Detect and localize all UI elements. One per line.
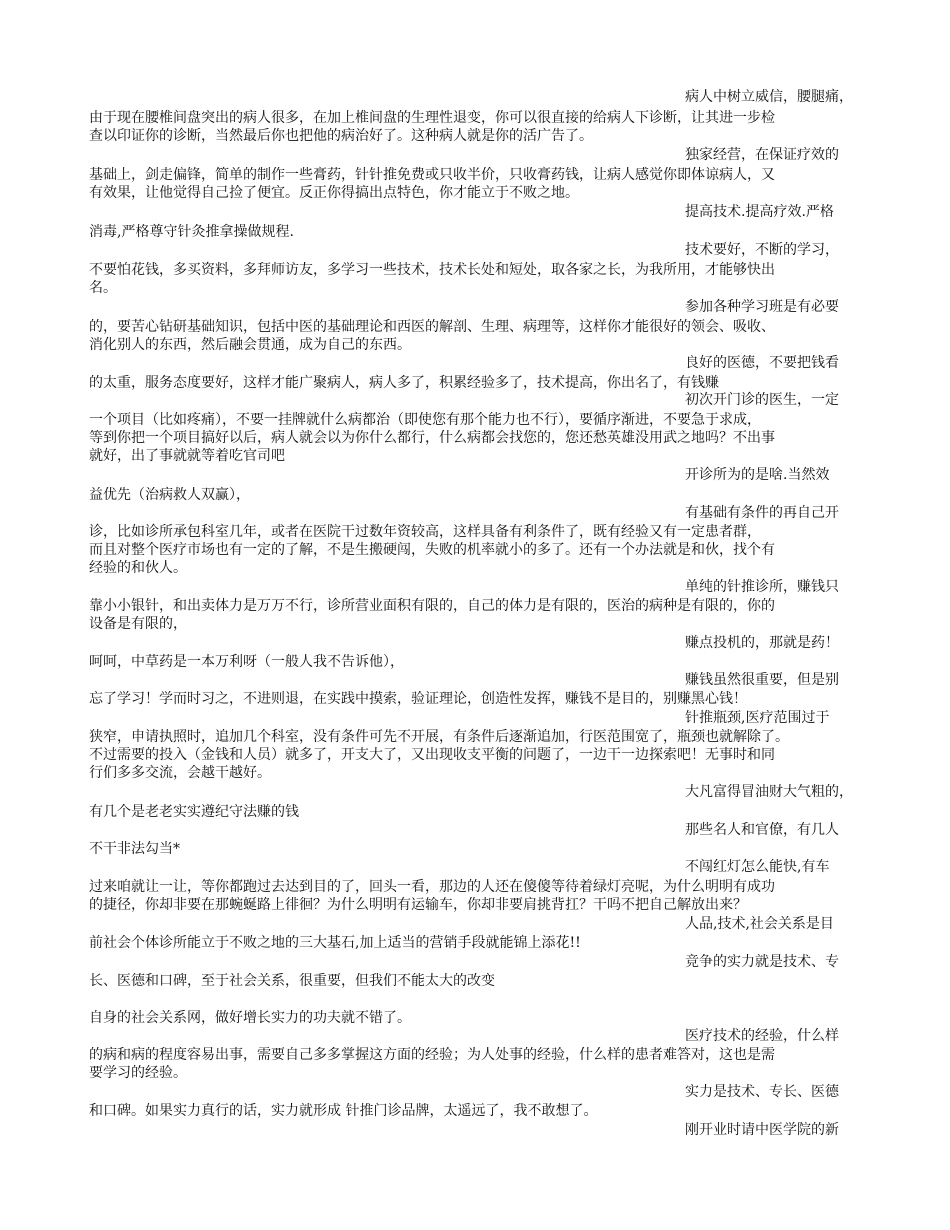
text-line: 益优先（治病救人双赢）， xyxy=(89,487,250,503)
paragraph-lead-line: 单纯的针推诊所，赚钱只 xyxy=(685,579,839,595)
paragraph-lead-line: 刚开业时请中医学院的新 xyxy=(685,1122,839,1138)
text-line: 名。 xyxy=(89,280,117,296)
text-line: 不干非法勾当* xyxy=(89,841,180,857)
paragraph-lead-line: 有基础有条件的再自己开 xyxy=(685,505,839,521)
text-line: 靠小小银针，和出卖体力是万万不行，诊所营业面积有限的，自己的体力是有限的，医治的病种是有限的，你的 xyxy=(89,598,775,614)
text-line: 消化别人的东西，然后融会贯通，成为自己的东西。 xyxy=(89,337,411,353)
text-line: 行们多多交流，会越干越好。 xyxy=(89,765,271,781)
text-line: 长、医德和口碑，至于社会关系，很重要，但我们不能太大的改变 xyxy=(89,973,495,989)
text-line: 诊，比如诊所承包科室几年，或者在医院干过数年资较高，这样具备有利条件了，既有经验又有一定患者群， xyxy=(89,524,761,540)
text-line: 前社会个体诊所能立于不败之地的三大基石,加上适当的营销手段就能锦上添花!! xyxy=(89,935,581,951)
text-line: 设备是有限的， xyxy=(89,616,187,632)
paragraph-lead-line: 技术要好，不断的学习， xyxy=(685,242,839,258)
text-line: 的病和病的程度容易出事，需要自己多多掌握这方面的经验；为人处事的经验，什么样的患者难答对，这也是需 xyxy=(89,1047,775,1063)
text-line: 不过需要的投入（金钱和人员）就多了，开支大了，又出现收支平衡的问题了，一边干一边探索吧！无事时和同 xyxy=(89,747,775,763)
text-line: 而且对整个医疗市场也有一定的了解，不是生搬硬闯，失败的机率就小的多了。还有一个办法就是和伙，找个有 xyxy=(89,542,775,558)
paragraph-lead-line: 良好的医德，不要把钱看 xyxy=(685,355,839,371)
text-line: 由于现在腰椎间盘突出的病人很多，在加上椎间盘的生理性退变，你可以很直接的给病人下诊断，让其进一步检 xyxy=(89,110,775,126)
paragraph-lead-line: 初次开门诊的医生，一定 xyxy=(685,392,839,408)
paragraph-lead-line: 提高技术.提高疗效.严格 xyxy=(685,204,834,220)
text-line: 就好，出了事就就等着吃官司吧 xyxy=(89,448,285,464)
paragraph-lead-line: 竞争的实力就是技术、专 xyxy=(685,954,839,970)
paragraph-lead-line: 独家经营，在保证疗效的 xyxy=(685,147,839,163)
paragraph-lead-line: 人品,技术,社会关系是目 xyxy=(685,916,834,932)
text-line: 狭窄，申请执照时，追加几个科室，没有条件可先不开展，有条件后逐渐追加，行医范围宽了，瓶颈也就解除了。 xyxy=(89,729,789,745)
paragraph-lead-line: 医疗技术的经验，什么样 xyxy=(685,1028,839,1044)
text-line: 有效果，让他觉得自己捡了便宜。反正你得搞出点特色，你才能立于不败之地。 xyxy=(89,185,579,201)
text-line: 消毒,严格尊守针灸推拿操做规程. xyxy=(89,224,294,240)
text-line: 有几个是老老实实遵纪守法赚的钱 xyxy=(89,804,299,820)
paragraph-lead-line: 那些名人和官僚，有几人 xyxy=(685,822,839,838)
text-line: 要学习的经验。 xyxy=(89,1065,187,1081)
text-line: 基础上，剑走偏锋，简单的制作一些膏药，针针推免费或只收半价，只收膏药钱，让病人感觉你即体谅病人，又 xyxy=(89,167,775,183)
text-line: 自身的社会关系网，做好增长实力的功夫就不错了。 xyxy=(89,1010,411,1026)
text-line: 过来咱就让一让，等你都跑过去达到目的了，回头一看，那边的人还在傻傻等待着绿灯亮呢，为什么明明有成功 xyxy=(89,879,775,895)
paragraph-lead-line: 大凡富得冒油财大气粗的， xyxy=(685,784,853,800)
text-line: 等到你把一个项目搞好以后，病人就会以为你什么都行，什么病都会找您的，您还愁英雄没用武之地吗？不出事 xyxy=(89,430,775,446)
text-line: 呵呵，中草药是一本万利呀（一般人我不告诉他）， xyxy=(89,654,404,670)
paragraph-lead-line: 针推瓶颈,医疗范围过于 xyxy=(685,710,830,726)
paragraph-lead-line: 病人中树立威信，腰腿痛， xyxy=(685,89,853,105)
text-line: 的太重，服务态度要好，这样才能广聚病人，病人多了，积累经验多了，技术提高，你出名了，有钱赚 xyxy=(89,375,719,391)
paragraph-lead-line: 参加各种学习班是有必要 xyxy=(685,299,839,315)
text-line: 不要怕花钱，多买资料，多拜师访友，多学习一些技术，技术长处和短处，取各家之长，为我所用，才能够快出 xyxy=(89,262,775,278)
paragraph-lead-line: 赚点投机的，那就是药！ xyxy=(685,635,839,651)
text-line: 一个项目（比如疼痛），不要一挂牌就什么病都治（即使您有那个能力也不行），要循序渐进，不要急于求成， xyxy=(89,412,761,428)
paragraph-lead-line: 实力是技术、专长、医德 xyxy=(685,1084,839,1100)
text-line: 忘了学习！学而时习之，不进则退，在实践中摸索，验证理论，创造性发挥，赚钱不是目的，别赚黑心钱！ xyxy=(89,691,747,707)
text-line: 经验的和伙人。 xyxy=(89,560,187,576)
paragraph-lead-line: 赚钱虽然很重要，但是别 xyxy=(685,672,839,688)
text-line: 的，要苦心钻研基础知识，包括中医的基础理论和西医的解剖、生理、病理等，这样你才能很好的领会、吸收、 xyxy=(89,319,775,335)
text-line: 查以印证你的诊断，当然最后你也把他的病治好了。这种病人就是你的活广告了。 xyxy=(89,128,593,144)
paragraph-lead-line: 不闯红灯怎么能快,有车 xyxy=(685,859,830,875)
text-line: 的捷径，你却非要在那蜿蜒路上徘徊？为什么明明有运输车，你却非要肩挑背扛？干吗不把自己解放出来？ xyxy=(89,897,747,913)
paragraph-lead-line: 开诊所为的是啥.当然效 xyxy=(685,467,830,483)
text-line: 和口碑。如果实力真行的话，实力就形成 针推门诊品牌，太遥远了，我不敢想了。 xyxy=(89,1103,598,1119)
